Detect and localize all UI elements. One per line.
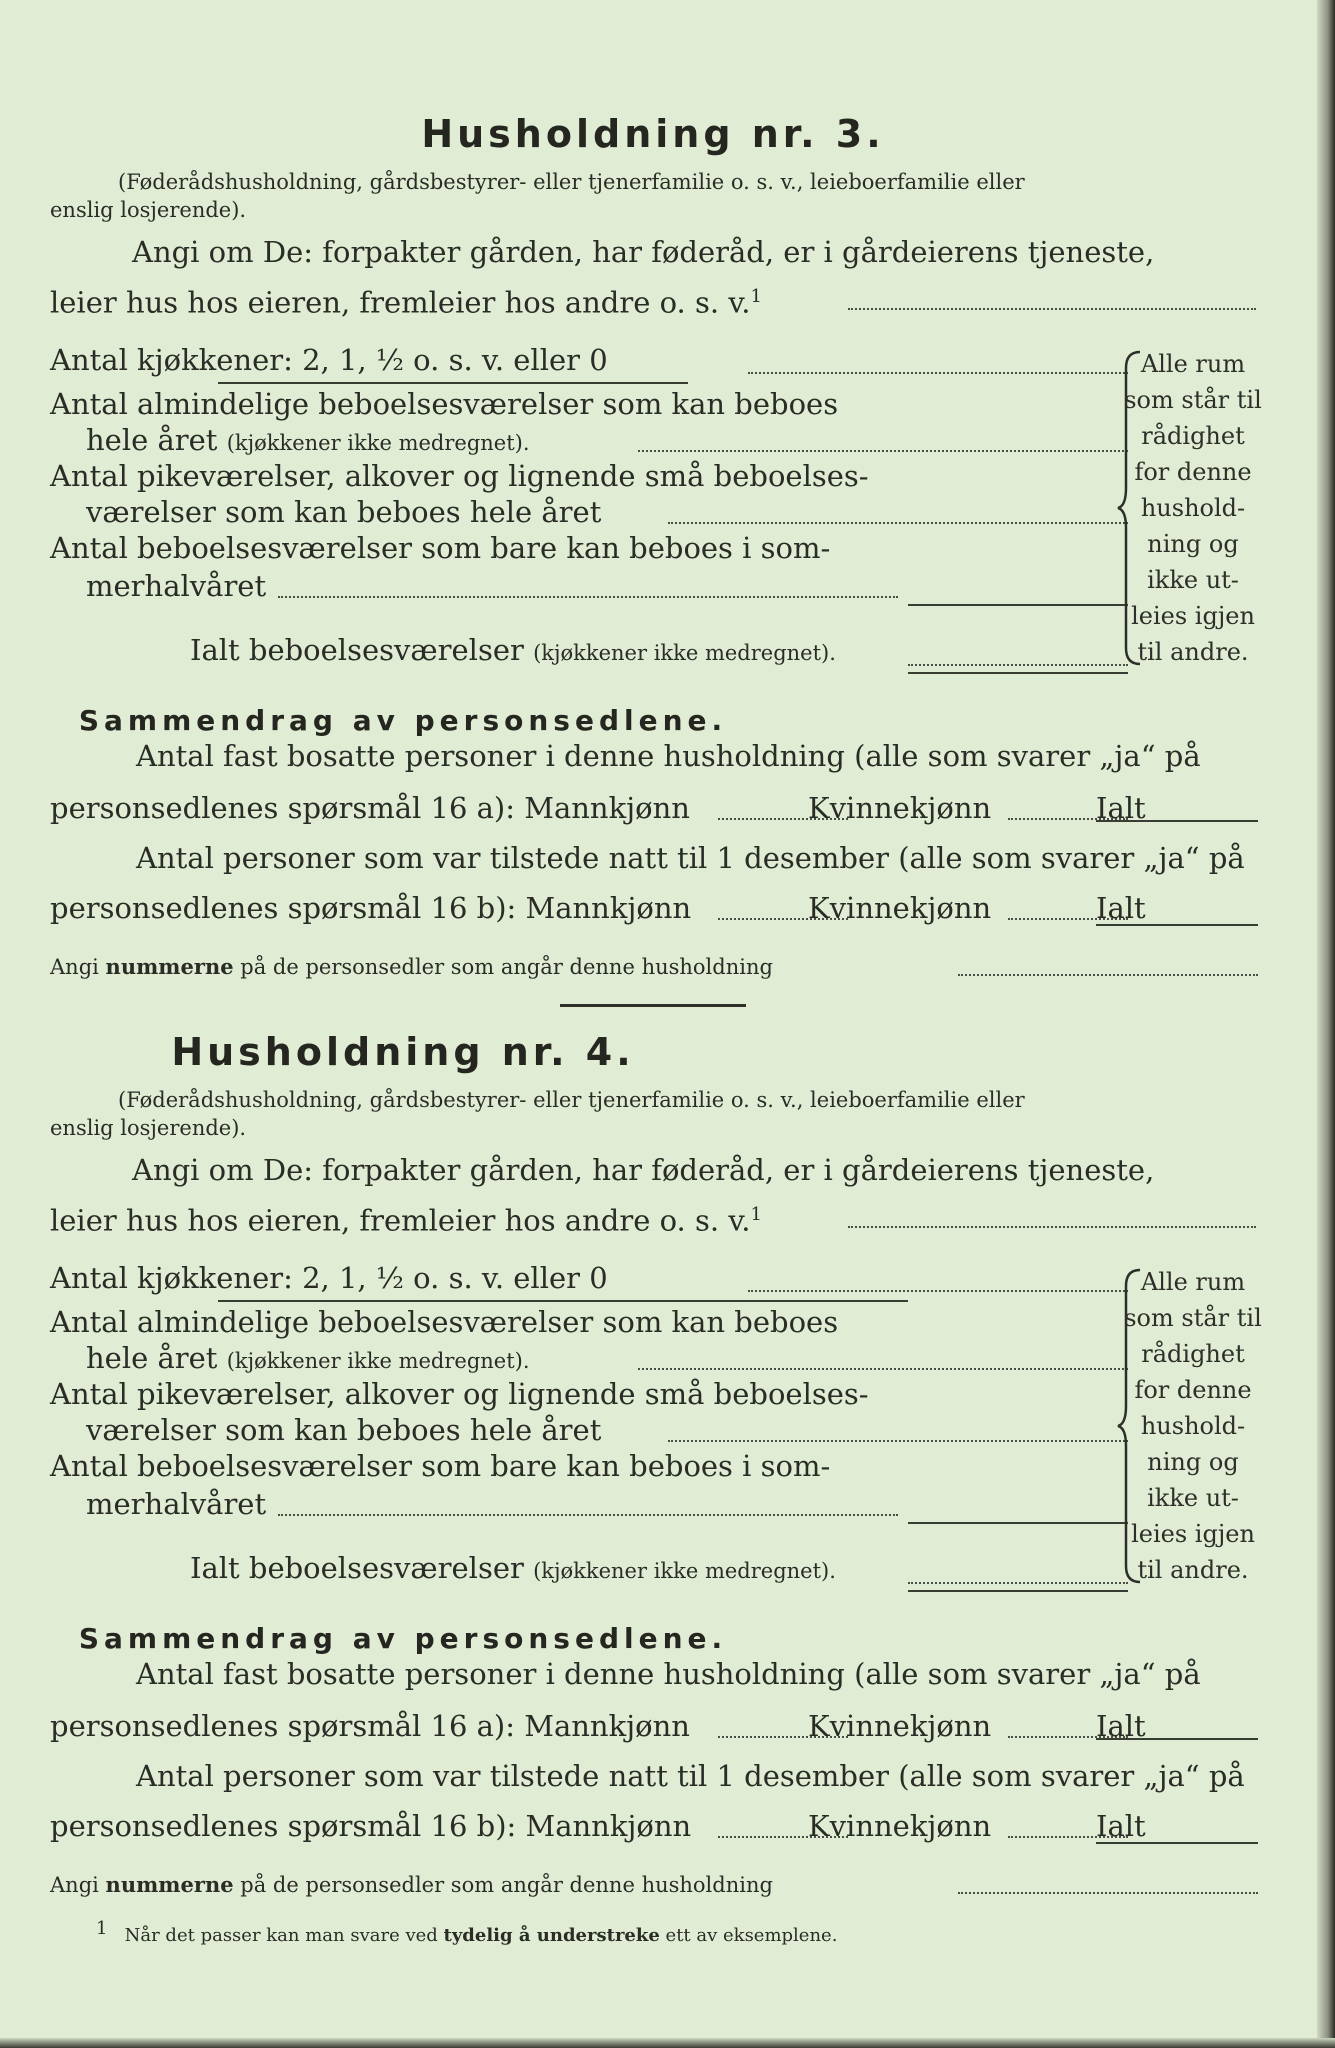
- household-type-note-cont: enslig losjerende).: [50, 198, 247, 222]
- summer-rooms-label: Antal beboelsesværelser som bare kan beboes i som-: [50, 531, 831, 565]
- total-rooms-underline: [908, 672, 1128, 674]
- person-numbers-label: Angi nummerne på de personsedler som angår denne husholdning: [50, 954, 773, 979]
- resident-persons-row: personsedlenes spørsmål 16 a): Mannkjønn: [50, 1709, 690, 1743]
- resident-female-label: Kvinnekjønn: [808, 791, 992, 825]
- resident-total-field[interactable]: [1096, 1738, 1258, 1740]
- section-divider: [560, 1004, 746, 1007]
- footnote-ref: 1: [750, 1204, 762, 1225]
- footnote-ref: 1: [750, 286, 762, 307]
- present-total-label: Ialt: [1096, 1809, 1146, 1843]
- tenure-question-cont: leier hus hos eieren, fremleier hos andre o. s. v.$^1$: [50, 285, 762, 320]
- total-rooms-field[interactable]: [908, 664, 1128, 666]
- present-female-label: Kvinnekjønn: [808, 1809, 992, 1843]
- summer-rooms-field[interactable]: [278, 596, 898, 598]
- household-type-note: (Føderådshusholdning, gårdsbestyrer- eller tjenerfamilie o. s. v., leieboerfamilie eller: [118, 170, 1025, 194]
- present-persons-row: personsedlenes spørsmål 16 b): Mannkjønn: [50, 891, 692, 925]
- kitchens-underline: [218, 1300, 908, 1302]
- resident-persons-question: Antal fast bosatte personer i denne husholdning (alle som svarer „ja“ på: [136, 739, 1201, 773]
- maid-rooms-label-cont: værelser som kan beboes hele året: [86, 495, 602, 529]
- total-rooms-field[interactable]: [908, 1582, 1128, 1584]
- summer-rooms-label-cont: merhalvåret: [86, 569, 267, 603]
- total-rooms-underline: [908, 1590, 1128, 1592]
- present-total-label: Ialt: [1096, 891, 1146, 925]
- total-rooms-label: Ialt beboelsesværelser (kjøkkener ikke medregnet).: [190, 1551, 836, 1585]
- person-numbers-field[interactable]: [958, 974, 1258, 976]
- kitchens-field[interactable]: [748, 372, 1128, 374]
- total-rooms-label: Ialt beboelsesværelser (kjøkkener ikke medregnet).: [190, 633, 836, 667]
- tenure-question-cont: leier hus hos eieren, fremleier hos andre o. s. v.$^1$: [50, 1203, 762, 1238]
- person-numbers-label: Angi nummerne på de personsedler som angår denne husholdning: [50, 1872, 773, 1897]
- summary-title: Sammendrag av personsedlene.: [78, 1622, 728, 1655]
- maid-rooms-label: Antal pikeværelser, alkover og lignende små beboelses-: [50, 1377, 869, 1411]
- scan-edge-bottom: [0, 2038, 1335, 2048]
- present-female-label: Kvinnekjønn: [808, 891, 992, 925]
- rooms-side-note: Alle rum som står til rådighet for denne hushold- ning og ikke ut- leies igjen til andre.: [1124, 1268, 1262, 1584]
- tenure-answer-field[interactable]: [848, 308, 1256, 310]
- tenure-question: Angi om De: forpakter gården, har føderåd, er i gårdeierens tjeneste,: [132, 1153, 1155, 1187]
- kitchens-label: Antal kjøkkener: 2, 1, ½ o. s. v. eller 0: [50, 343, 608, 377]
- maid-rooms-field[interactable]: [668, 1440, 1128, 1442]
- scan-edge-right: [1317, 0, 1335, 2048]
- resident-persons-row: personsedlenes spørsmål 16 a): Mannkjønn: [50, 791, 690, 825]
- summer-rooms-label-cont: merhalvåret: [86, 1487, 267, 1521]
- summer-rooms-label: Antal beboelsesværelser som bare kan beboes i som-: [50, 1449, 831, 1483]
- resident-total-label: Ialt: [1096, 1709, 1146, 1743]
- ordinary-rooms-field[interactable]: [638, 450, 1128, 452]
- household-title: Husholdning nr. 4.: [171, 1030, 635, 1074]
- rooms-side-note: Alle rum som står til rådighet for denne hushold- ning og ikke ut- leies igjen til andre.: [1124, 350, 1262, 666]
- summer-rooms-field[interactable]: [278, 1514, 898, 1516]
- summary-title: Sammendrag av personsedlene.: [78, 704, 728, 737]
- maid-rooms-label: Antal pikeværelser, alkover og lignende små beboelses-: [50, 459, 869, 493]
- household-type-note: (Føderådshusholdning, gårdsbestyrer- eller tjenerfamilie o. s. v., leieboerfamilie eller: [118, 1088, 1025, 1112]
- present-total-field[interactable]: [1096, 924, 1258, 926]
- summer-rooms-answer-line[interactable]: [908, 604, 1128, 606]
- summer-rooms-answer-line[interactable]: [908, 1522, 1128, 1524]
- ordinary-rooms-label-cont: hele året (kjøkkener ikke medregnet).: [86, 1341, 530, 1375]
- ordinary-rooms-label-cont: hele året (kjøkkener ikke medregnet).: [86, 423, 530, 457]
- household-type-note-cont: enslig losjerende).: [50, 1116, 247, 1140]
- present-persons-row: personsedlenes spørsmål 16 b): Mannkjønn: [50, 1809, 692, 1843]
- resident-total-field[interactable]: [1096, 820, 1258, 822]
- maid-rooms-field[interactable]: [668, 522, 1128, 524]
- kitchens-underline: [218, 382, 688, 384]
- person-numbers-field[interactable]: [958, 1892, 1258, 1894]
- tenure-answer-field[interactable]: [848, 1226, 1256, 1228]
- household-title: Husholdning nr. 3.: [421, 112, 885, 156]
- resident-persons-question: Antal fast bosatte personer i denne husholdning (alle som svarer „ja“ på: [136, 1657, 1201, 1691]
- present-total-field[interactable]: [1096, 1842, 1258, 1844]
- kitchens-label: Antal kjøkkener: 2, 1, ½ o. s. v. eller 0: [50, 1261, 608, 1295]
- resident-total-label: Ialt: [1096, 791, 1146, 825]
- present-persons-question: Antal personer som var tilstede natt til 1 desember (alle som svarer „ja“ på: [136, 841, 1245, 875]
- maid-rooms-label-cont: værelser som kan beboes hele året: [86, 1413, 602, 1447]
- ordinary-rooms-field[interactable]: [638, 1368, 1128, 1370]
- ordinary-rooms-label: Antal almindelige beboelsesværelser som kan beboes: [50, 1305, 839, 1339]
- resident-female-label: Kvinnekjønn: [808, 1709, 992, 1743]
- kitchens-field[interactable]: [748, 1290, 1128, 1292]
- footnote: $^1$ Når det passer kan man svare ved tydelig å understreke ett av eksemplene.: [96, 1918, 838, 1946]
- present-persons-question: Antal personer som var tilstede natt til 1 desember (alle som svarer „ja“ på: [136, 1759, 1245, 1793]
- ordinary-rooms-label: Antal almindelige beboelsesværelser som kan beboes: [50, 387, 839, 421]
- tenure-question: Angi om De: forpakter gården, har føderåd, er i gårdeierens tjeneste,: [132, 235, 1155, 269]
